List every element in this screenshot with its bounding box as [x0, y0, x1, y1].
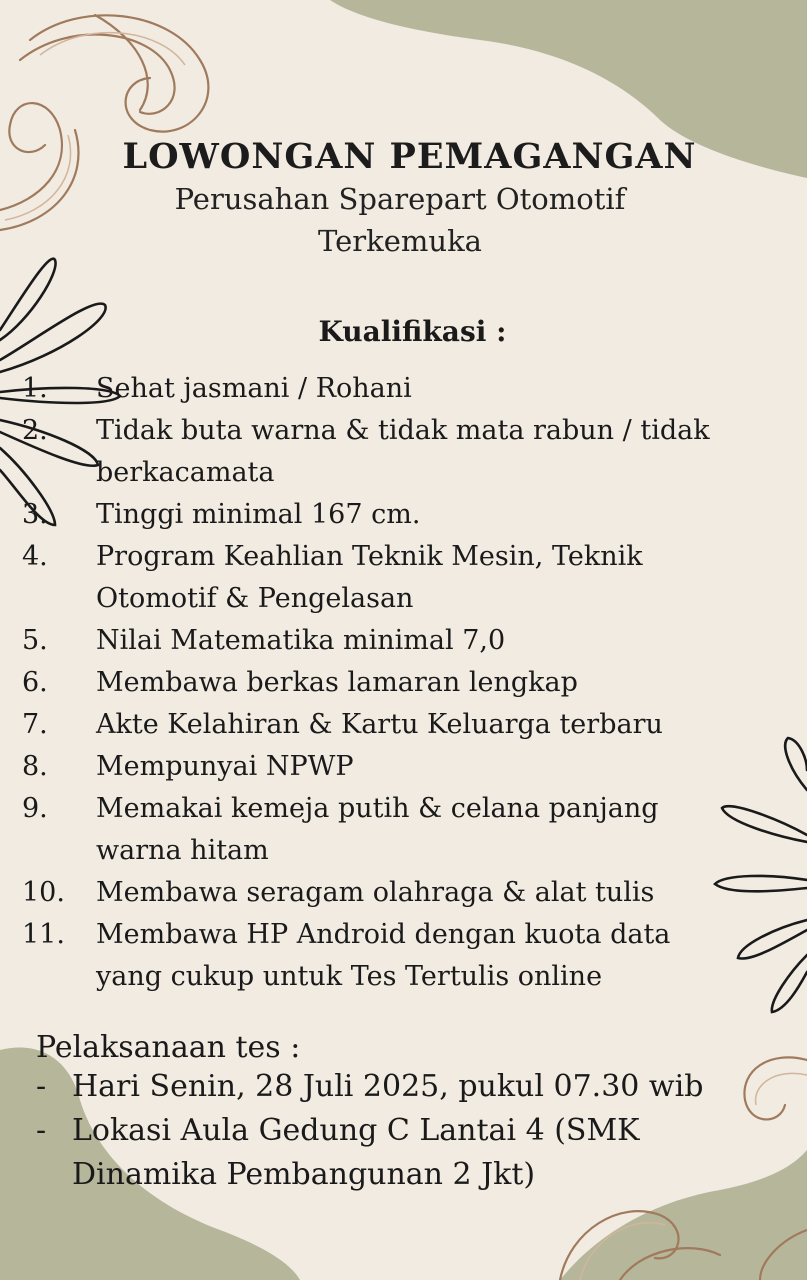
list-item-text: Tidak buta warna & tidak mata rabun / tidak berkacamata [96, 415, 710, 488]
list-item [0, 704, 807, 746]
list-item [0, 536, 807, 620]
list-item-number: 3. [22, 499, 48, 530]
list-item-text: Membawa seragam olahraga & alat tulis [96, 877, 655, 908]
list-item-text: Akte Kelahiran & Kartu Keluarga terbaru [96, 709, 663, 740]
list-item [0, 620, 807, 662]
qualifications-heading: Kualifikasi : [318, 315, 507, 348]
list-item-text: Sehat jasmani / Rohani [96, 373, 412, 404]
list-item-text: Program Keahlian Teknik Mesin, Teknik Otomotif & Pengelasan [96, 541, 643, 614]
list-item [0, 662, 807, 704]
list-item-number: 1. [22, 373, 48, 404]
list-item-text: Mempunyai NPWP [96, 751, 354, 782]
list-item-number: 8. [22, 751, 48, 782]
list-item-number: 4. [22, 541, 48, 572]
list-item-number: 7. [22, 709, 48, 740]
company-subtitle: Perusahan Sparepart Otomotif Terkemuka [174, 182, 626, 258]
list-item [0, 1065, 807, 1109]
qualifications-list [0, 368, 807, 998]
list-item-number: 5. [22, 625, 48, 656]
list-item-text: Membawa berkas lamaran lengkap [96, 667, 578, 698]
list-item-text: Membawa HP Android dengan kuota data yang cukup untuk Tes Tertulis online [96, 919, 671, 992]
list-item [0, 494, 807, 536]
list-item [0, 914, 807, 998]
list-item-number: 10. [22, 877, 65, 908]
test-schedule-heading: Pelaksanaan tes : [36, 1030, 301, 1065]
list-item-number: 11. [22, 919, 65, 950]
list-item [0, 746, 807, 788]
list-item [0, 1109, 807, 1197]
test-schedule-list [0, 1065, 807, 1197]
dash-bullet: - [36, 1069, 47, 1104]
list-item-number: 9. [22, 793, 48, 824]
list-item [0, 788, 807, 872]
list-item-text: Tinggi minimal 167 cm. [96, 499, 421, 530]
list-item [0, 368, 807, 410]
page-title: LOWONGAN PEMAGANGAN [122, 136, 697, 177]
list-item [0, 872, 807, 914]
test-date-text: Hari Senin, 28 Juli 2025, pukul 07.30 wib [72, 1069, 704, 1104]
test-location-text: Lokasi Aula Gedung C Lantai 4 (SMK Dinamika Pembangunan 2 Jkt) [72, 1113, 640, 1192]
list-item-number: 2. [22, 415, 48, 446]
dash-bullet: - [36, 1113, 47, 1148]
list-item [0, 410, 807, 494]
list-item-text: Memakai kemeja putih & celana panjang warna hitam [96, 793, 659, 866]
list-item-text: Nilai Matematika minimal 7,0 [96, 625, 506, 656]
list-item-number: 6. [22, 667, 48, 698]
